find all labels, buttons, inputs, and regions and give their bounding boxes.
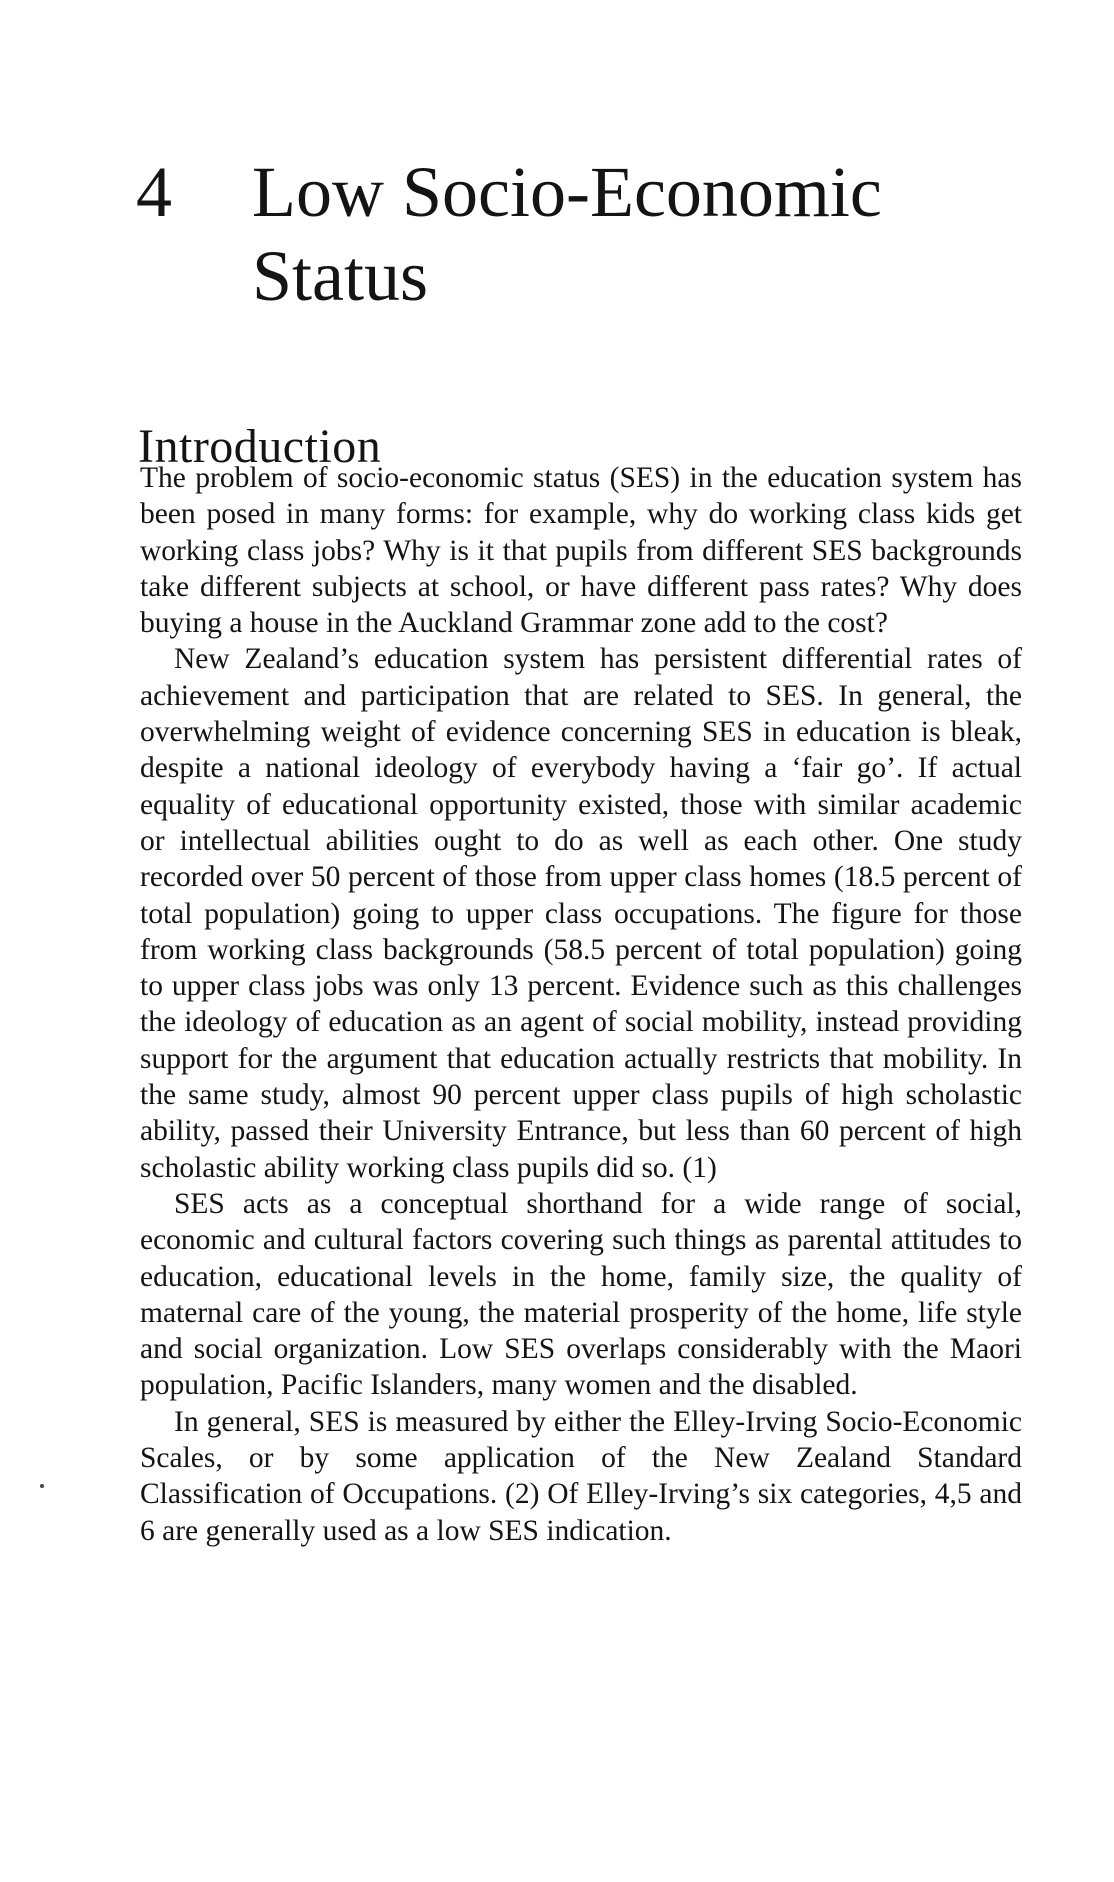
section-heading: Introduction — [138, 419, 382, 473]
paragraph-3: SES acts as a conceptual shorthand for a wide range of social, economic and cultural factors covering such things as parental attitudes to education, educational levels in the home, family size, the quality of maternal care of the young, the material prosperity of the home, life style and social organization. Low SES overlaps considerably with the Maori population, Pacific Islanders, many women and the disabled. — [140, 1187, 1022, 1402]
chapter-title: Low Socio-Economic Status — [252, 152, 882, 316]
paragraph-1: The problem of socio-economic status (SES) in the education system has been posed in many forms: for example, why do working class kids get working class jobs? Why is it that pupils from different SES backgrounds take different subjects at school, or have different pass rates? Why does buying a house in the Auckland Grammar zone add to the cost? — [140, 462, 1022, 640]
paragraph-4: In general, SES is measured by either the Elley-Irving Socio-Economic Scales, or by some application of the New Zealand Standard Classification of Occupations. (2) Of Elley-Irving’s six categories, 4,5 and 6 are generally used as a low SES indication. — [140, 1405, 1022, 1547]
chapter-number: 4 — [136, 152, 172, 232]
paragraph-2: New Zealand’s education system has persistent differential rates of achievement and participation that are related to SES. In general, the overwhelming weight of evidence concerning SES in education is bleak, despite a national ideology of everybody having a ‘fair go’. If actual equality of educational opportunity existed, those with similar academic or intellectual abilities ought to do as well as each other. One study recorded over 50 percent of those from upper class homes (18.5 percent of total population) going to upper class occupations. The figure for those from working class backgrounds (58.5 percent of total population) going to upper class jobs was only 13 percent. Evidence such as this challenges the ideology of education as an agent of social mobility, instead providing support for the argument that education actually restricts that mobility. In the same study, almost 90 percent upper class pupils of high scholastic ability, passed their University Entrance, but less than 60 percent of high scholastic ability working class pupils did so. (1) — [140, 643, 1022, 1184]
margin-mark — [40, 1484, 44, 1488]
body-text — [140, 460, 1022, 1549]
